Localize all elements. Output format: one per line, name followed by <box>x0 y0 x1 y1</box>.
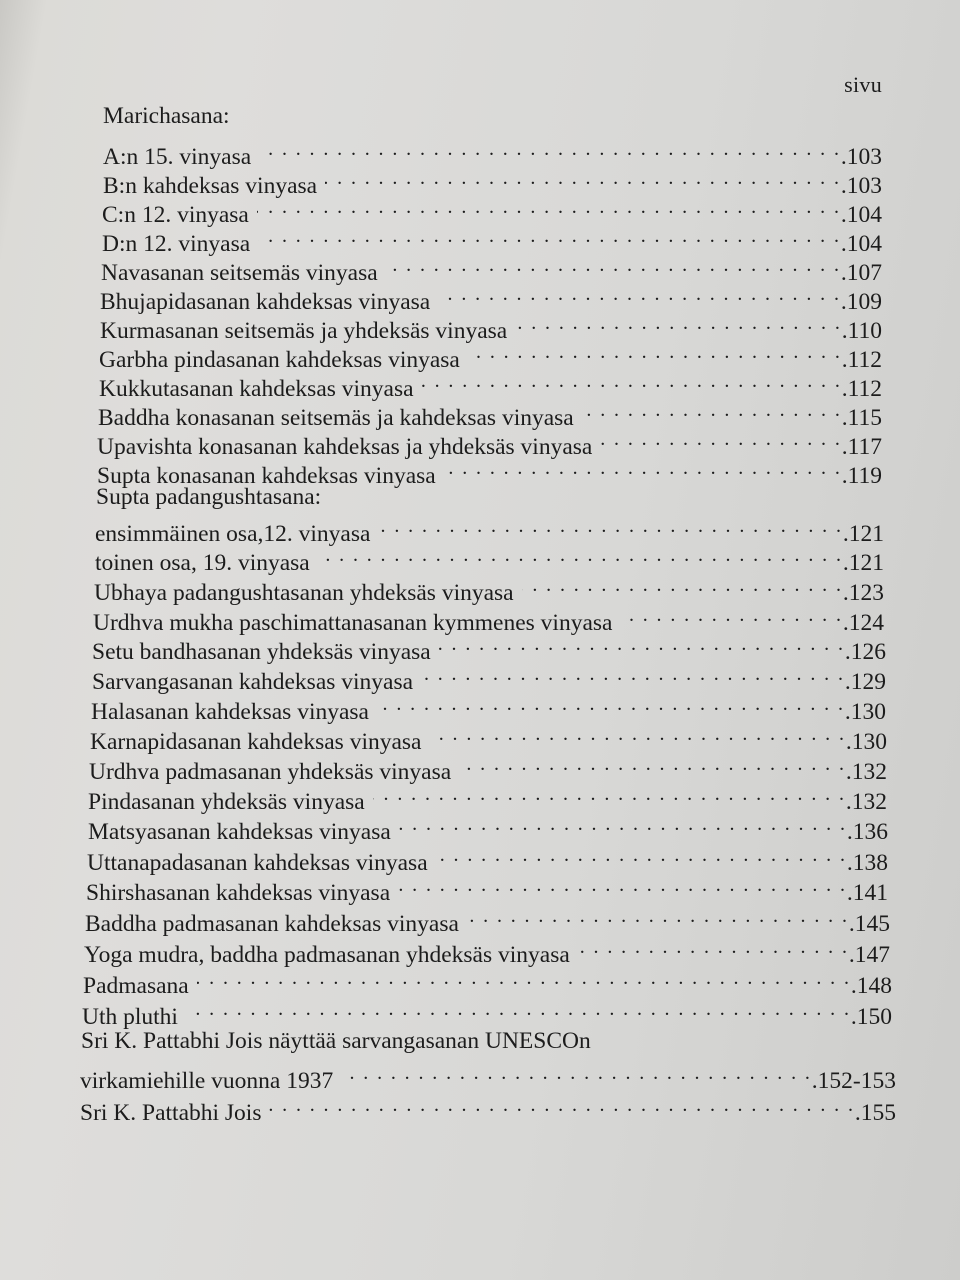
toc-entry: Urdhva mukha paschimattanasanan kymmenes vinyasa . . . .124 <box>93 600 884 638</box>
toc-entry: A:n 15. vinyasa . . . .103 <box>103 134 882 172</box>
dot-leader <box>467 901 849 931</box>
dot-leader <box>341 1058 812 1088</box>
toc-entry: Padmasana . . . .148 <box>83 963 892 1001</box>
dot-leader <box>515 308 842 338</box>
page-number: .109 <box>840 289 882 315</box>
dot-leader <box>386 250 841 280</box>
page-number: .121 <box>842 550 884 576</box>
toc-entry: C:n 12. vinyasa . . . .104 <box>102 192 882 230</box>
dot-leader <box>399 809 847 839</box>
toc-entry: Urdhva padmasanan yhdeksäs vinyasa . . . .132 <box>89 749 887 787</box>
toc-entry: Pindasanan yhdeksäs vinyasa . . . .132 <box>88 779 887 817</box>
dot-leader <box>318 540 843 570</box>
page-number: .117 <box>841 434 882 460</box>
page-number: .155 <box>854 1100 896 1126</box>
toc-entry: Uttanapadasanan kahdeksas vinyasa . . . .138 <box>87 840 888 878</box>
dot-leader <box>197 963 851 993</box>
page-number: .107 <box>840 260 882 286</box>
dot-leader <box>438 279 841 309</box>
toc-entry: Sarvangasanan kahdeksas vinyasa . . . .129 <box>92 659 886 697</box>
page-number: .152-153 <box>811 1068 896 1094</box>
dot-leader <box>444 453 842 483</box>
toc-entry: Karnapidasanan kahdeksas vinyasa . . . .130 <box>90 719 887 757</box>
toc-entry: Garbha pindasanan kahdeksas vinyasa . . . .112 <box>99 337 882 375</box>
page-number: .130 <box>845 729 887 755</box>
page-number: .132 <box>845 759 887 785</box>
page-number: .119 <box>841 463 882 489</box>
page-column-header: sivu <box>844 72 882 97</box>
toc-entry: Shirshasanan kahdeksas vinyasa . . . .141 <box>86 870 888 908</box>
page-number: .123 <box>842 580 884 606</box>
page-number: .112 <box>841 347 882 373</box>
dot-leader <box>269 1090 854 1120</box>
page-number: .103 <box>840 173 882 199</box>
page-number: .124 <box>842 610 884 636</box>
page-number: .136 <box>846 819 888 845</box>
toc-entry: Uth pluthi . . . .150 <box>82 994 892 1032</box>
dot-leader <box>430 719 846 749</box>
toc-entry: Kukkutasanan kahdeksas vinyasa . . . .112 <box>99 366 882 404</box>
dot-leader <box>258 221 841 251</box>
dot-leader <box>459 749 846 779</box>
page-number: .110 <box>841 318 882 344</box>
toc-entry: B:n kahdeksas vinyasa . . . .103 <box>103 163 882 201</box>
toc-entry: Setu bandhasanan yhdeksäs vinyasa . . . .126 <box>92 629 886 667</box>
page-number: .138 <box>846 850 888 876</box>
dot-leader <box>373 779 846 809</box>
toc-entry: Matsyasanan kahdeksas vinyasa . . . .136 <box>88 809 888 847</box>
toc-entry: Baddha konasanan seitsemäs ja kahdeksas vinyasa . . . .115 <box>98 395 882 433</box>
dot-leader <box>398 870 847 900</box>
page-number: .126 <box>844 639 886 665</box>
dot-leader <box>421 659 845 689</box>
page-number: .104 <box>840 202 882 228</box>
toc-entry: Bhujapidasanan kahdeksas vinyasa . . . .109 <box>100 279 882 317</box>
page-number: .115 <box>841 405 882 431</box>
toc-entry: Navasanan seitsemäs vinyasa . . . .107 <box>101 250 882 288</box>
dot-leader <box>578 932 849 962</box>
dot-leader <box>600 424 841 454</box>
page-number: .141 <box>846 880 888 906</box>
toc-entry: Baddha padmasanan kahdeksas vinyasa . . . .145 <box>85 901 890 939</box>
dot-leader <box>257 192 841 222</box>
toc-entry: Upavishta konasanan kahdeksas ja yhdeksäs vinyasa . . . .117 <box>97 424 882 462</box>
toc-entry: virkamiehille vuonna 1937 . . . .152-153 <box>80 1058 896 1096</box>
page-number: .148 <box>850 973 892 999</box>
page-number: .104 <box>840 231 882 257</box>
toc-entry: Kurmasanan seitsemäs ja yhdeksäs vinyasa . . . .110 <box>100 308 882 346</box>
dot-leader <box>582 395 842 425</box>
toc-entry: Halasanan kahdeksas vinyasa . . . .130 <box>91 689 886 727</box>
dot-leader <box>522 570 843 600</box>
page-number: .103 <box>840 144 882 170</box>
toc-entry: Yoga mudra, baddha padmasanan yhdeksäs vinyasa . . . .147 <box>84 932 890 970</box>
toc-entry: Sri K. Pattabhi Jois . . . .155 <box>80 1090 896 1128</box>
page-number: .145 <box>848 911 890 937</box>
dot-leader <box>378 511 842 541</box>
toc-entry: Ubhaya padangushtasanan yhdeksäs vinyasa . . . .123 <box>94 570 884 608</box>
toc-entry: Supta konasanan kahdeksas vinyasa . . . .119 <box>97 453 882 491</box>
page-number: .121 <box>842 521 884 547</box>
dot-leader <box>186 994 851 1024</box>
page-number: .150 <box>850 1004 892 1030</box>
page-number: .132 <box>845 789 887 815</box>
page-number: .129 <box>844 669 886 695</box>
toc-heading: Marichasana: <box>103 103 230 129</box>
dot-leader <box>325 163 841 193</box>
toc-heading: Sri K. Pattabhi Jois näyttää sarvangasanan UNESCOn <box>81 1028 591 1054</box>
toc-entry: ensimmäinen osa,12. vinyasa . . . .121 <box>95 511 884 549</box>
page-number: .130 <box>844 699 886 725</box>
dot-leader <box>620 600 842 630</box>
dot-leader <box>468 337 842 367</box>
page-number: .112 <box>841 376 882 402</box>
toc-heading: Supta padangushtasana: <box>96 484 322 510</box>
dot-leader <box>436 840 847 870</box>
page-number: .147 <box>848 942 890 968</box>
toc-entry: toinen osa, 19. vinyasa . . . .121 <box>95 540 884 578</box>
dot-leader <box>422 366 842 396</box>
dot-leader <box>259 134 841 164</box>
toc-entry: D:n 12. vinyasa . . . .104 <box>102 221 882 259</box>
dot-leader <box>439 629 845 659</box>
dot-leader <box>377 689 845 719</box>
